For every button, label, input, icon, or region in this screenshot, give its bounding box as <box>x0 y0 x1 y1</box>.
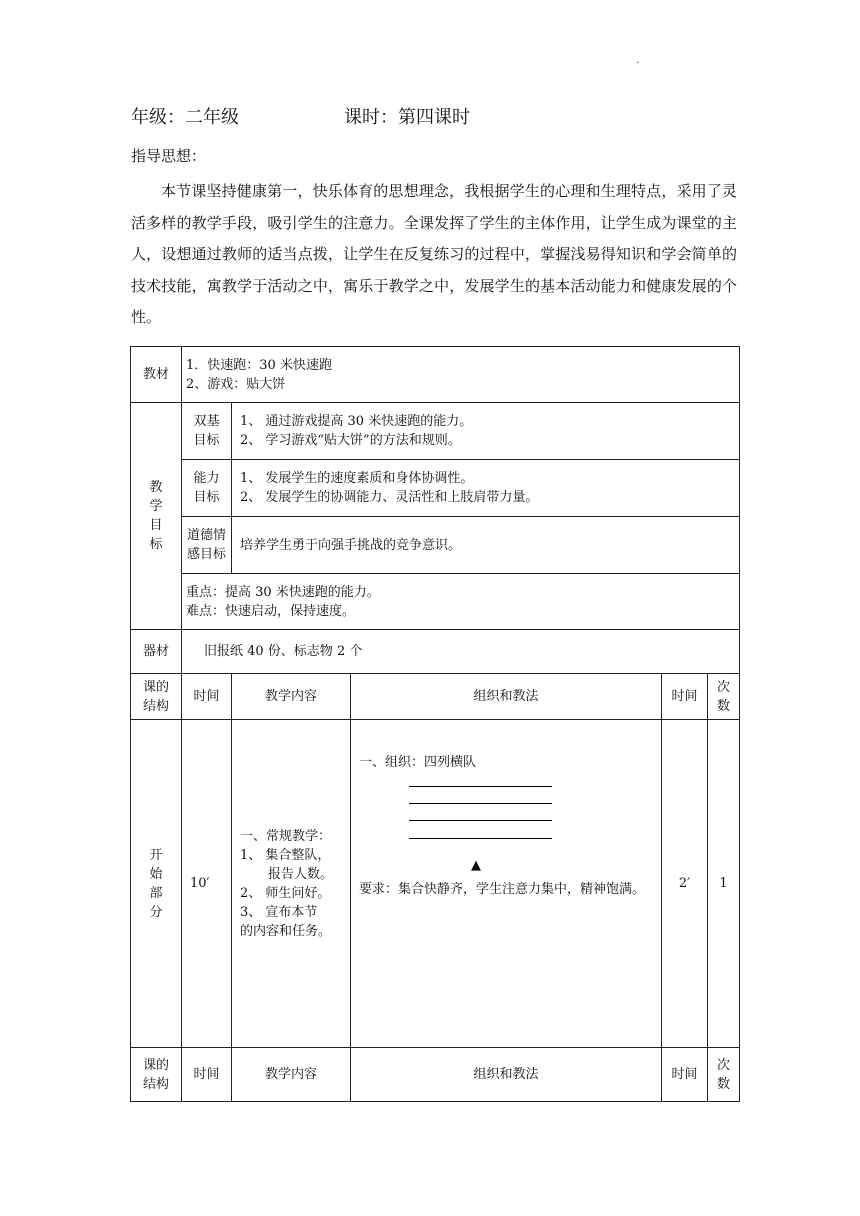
ability-objective-label-line: 能力 <box>193 471 220 486</box>
start-section-content <box>232 720 351 1048</box>
formation-row-line <box>409 838 552 839</box>
start-section-label <box>131 720 182 1048</box>
key-points-row <box>131 574 740 630</box>
count-header <box>708 1048 740 1102</box>
ability-objective-line: 1、 发展学生的速度素质和身体协调性。 <box>240 471 474 486</box>
content-header: 教学内容 <box>232 1048 351 1102</box>
content-line: 一、常规教学： <box>240 828 332 844</box>
ability-objective-label-line: 目标 <box>193 490 220 505</box>
moral-objective-label-line: 道德情 <box>186 528 226 543</box>
equipment-row <box>131 630 740 674</box>
materials-label: 教材 <box>131 347 182 403</box>
guide-title: 指导思想： <box>131 147 207 165</box>
grade-label: 年级：二年级 <box>131 107 239 128</box>
org-requirement: 要求：集合快静齐，学生注意力集中，精神饱满。 <box>359 882 646 897</box>
count-header-line: 数 <box>717 1076 731 1092</box>
column-header-row <box>131 674 740 720</box>
guide-body: 本节课坚持健康第一，快乐体育的思想理念，我根据学生的心理和生理特点，采用了灵活多样的教学手段，吸引学生的注意力。全课发挥了学生的主体作用，让学生成为课堂的主人，设想通过教师的适当点拨，让学生在反复练习的过程中，掌握浅易得知识和学会简单的技术技能，寓教学于活动之中，寓乐于教学之中，发展学生的基本活动能力和健康发展的个性。 <box>131 182 737 326</box>
structure-header-line: 课的 <box>142 679 169 695</box>
content-line: 3、 宣布本节 <box>240 904 318 920</box>
count-header-line: 次 <box>717 1057 731 1073</box>
basic-objective-line: 2、 学习游戏“贴大饼”的方法和规则。 <box>240 433 461 448</box>
basic-objective-content <box>232 403 740 460</box>
formation-row-line <box>409 803 552 804</box>
org-header: 组织和教法 <box>351 674 662 720</box>
start-section-label-char: 始 <box>149 866 163 882</box>
header-line <box>131 103 470 129</box>
materials-content <box>182 347 740 403</box>
basic-objective-label-line: 目标 <box>193 433 220 448</box>
content-line: 2、 师生问好。 <box>240 885 331 901</box>
objectives-label-char: 教 <box>149 480 163 495</box>
time-header: 时间 <box>182 674 232 720</box>
corner-dot: · <box>636 58 640 69</box>
period-label: 课时：第四课时 <box>344 107 470 128</box>
materials-line-1: 1．快速跑：30 米快速跑 <box>186 357 332 373</box>
start-section-label-char: 分 <box>149 904 163 920</box>
formation-diagram <box>359 786 653 873</box>
time2-header: 时间 <box>662 674 708 720</box>
formation-row-line <box>409 820 552 821</box>
start-section-duration: 2′ <box>662 720 708 1048</box>
materials-line-2: 2、游戏：贴大饼 <box>186 376 286 392</box>
content-line: 的内容和任务。 <box>240 923 332 939</box>
moral-objective-label-line: 感目标 <box>186 547 226 562</box>
count-header <box>708 674 740 720</box>
objective-row-ability <box>131 460 740 517</box>
objectives-label <box>131 403 182 630</box>
start-section-label-char: 开 <box>149 847 163 863</box>
basic-objective-label-line: 双基 <box>193 414 220 429</box>
structure-header <box>131 674 182 720</box>
start-section-count: 1 <box>708 720 740 1048</box>
structure-header-line: 课的 <box>142 1057 169 1073</box>
start-section-row <box>131 720 740 1048</box>
ability-objective-line: 2、 发展学生的协调能力、灵活性和上肢肩带力量。 <box>240 490 539 505</box>
key-point: 重点：提高 30 米快速跑的能力。 <box>186 584 380 600</box>
structure-header <box>131 1048 182 1102</box>
count-header-line: 次 <box>717 679 731 695</box>
ability-objective-content <box>232 460 740 517</box>
key-points-content <box>182 574 740 630</box>
structure-header-line: 结构 <box>142 698 169 714</box>
time2-header: 时间 <box>662 1048 708 1102</box>
ability-objective-label <box>182 460 232 517</box>
moral-objective-content: 培养学生勇于向强手挑战的竞争意识。 <box>232 517 740 574</box>
objectives-label-char: 标 <box>149 537 163 552</box>
lesson-plan-table <box>130 346 740 1102</box>
start-section-label-char: 部 <box>149 885 163 901</box>
teacher-triangle-icon: ▲ <box>471 858 481 873</box>
equipment-content: 旧报纸 40 份、标志物 2 个 <box>182 630 740 674</box>
objectives-label-char: 学 <box>149 499 163 514</box>
objective-row-basic <box>131 403 740 460</box>
start-section-time: 10′ <box>182 720 232 1048</box>
org-header: 组织和教法 <box>351 1048 662 1102</box>
time-header: 时间 <box>182 1048 232 1102</box>
org-title: 一、组织：四列横队 <box>359 755 477 770</box>
difficulty-point: 难点：快速启动，保持速度。 <box>186 603 356 619</box>
column-header-row-repeat <box>131 1048 740 1102</box>
content-line: 1、 集合整队， <box>240 847 331 863</box>
equipment-label: 器材 <box>131 630 182 674</box>
materials-row <box>131 347 740 403</box>
moral-objective-label <box>182 517 232 574</box>
objectives-label-char: 目 <box>149 518 163 533</box>
formation-row-line <box>409 786 552 787</box>
objective-row-moral <box>131 517 740 574</box>
start-section-organization <box>351 720 662 1048</box>
content-line: 报告人数。 <box>268 866 334 882</box>
basic-objective-label <box>182 403 232 460</box>
count-header-line: 数 <box>717 698 731 714</box>
structure-header-line: 结构 <box>142 1076 169 1092</box>
content-header: 教学内容 <box>232 674 351 720</box>
basic-objective-line: 1、 通过游戏提高 30 米快速跑的能力。 <box>240 414 473 429</box>
